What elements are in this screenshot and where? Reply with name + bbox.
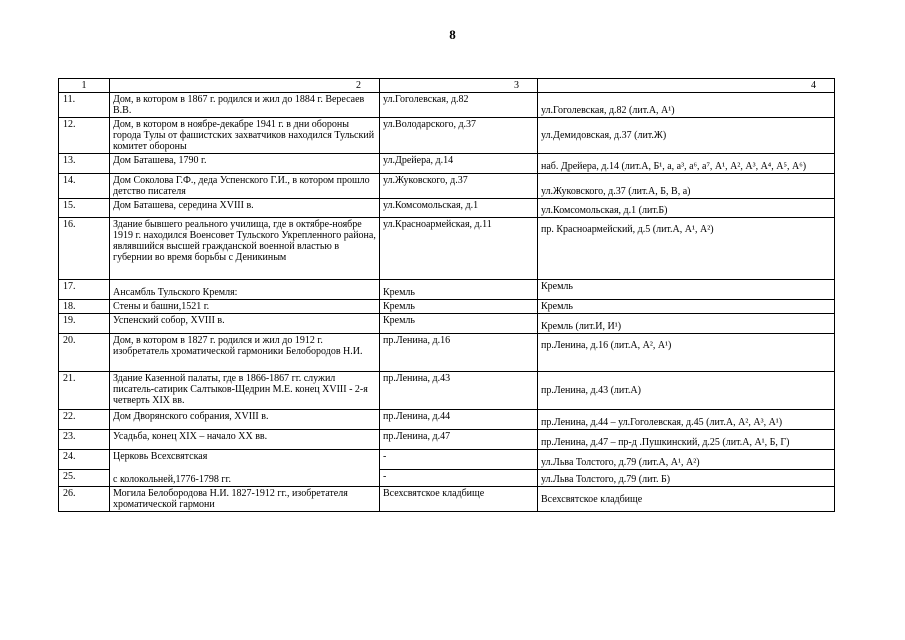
object-name: Успенский собор, XVIII в. [110, 314, 380, 334]
address-old: Кремль [380, 280, 538, 300]
column-header-1: 1 [59, 79, 110, 93]
address-old: ул.Гоголевская, д.82 [380, 93, 538, 118]
table-row [59, 372, 835, 410]
row-number: 13. [59, 154, 110, 174]
row-number: 14. [59, 174, 110, 199]
table-row [59, 300, 835, 314]
table-row [59, 334, 835, 372]
address-new: ул.Комсомольская, д.1 (лит.Б) [538, 199, 835, 218]
row-number: 15. [59, 199, 110, 218]
table-row [59, 118, 835, 154]
address-new: пр.Ленина, д.44 – ул.Гоголевская, д.45 (лит.А, А², А³, А¹) [538, 410, 835, 430]
row-number: 26. [59, 487, 110, 512]
row-number: 25. [59, 470, 110, 487]
table-row [59, 280, 835, 300]
object-name: Здание Казенной палаты, где в 1866-1867 гг. служил писатель-сатирик Салтыков-Щедрин М.Е. конец XVIII - 2-я четверть XIX вв. [110, 372, 380, 410]
table-row [59, 154, 835, 174]
address-old: ул.Комсомольская, д.1 [380, 199, 538, 218]
address-old: пр.Ленина, д.47 [380, 430, 538, 450]
address-old: пр.Ленина, д.43 [380, 372, 538, 410]
address-old: Всехсвятское кладбище [380, 487, 538, 512]
row-number: 24. [59, 450, 110, 470]
table-row [59, 487, 835, 512]
address-new: Кремль (лит.И, И¹) [538, 314, 835, 334]
address-new: пр.Ленина, д.43 (лит.А) [538, 372, 835, 410]
address-new: Кремль [538, 280, 835, 300]
table-row [59, 410, 835, 430]
address-old: ул.Красноармейская, д.11 [380, 218, 538, 280]
object-name: Дом, в котором в 1827 г. родился и жил до 1912 г. изобретатель хроматической гармоники Белобородов Н.И. [110, 334, 380, 372]
object-name: Стены и башни,1521 г. [110, 300, 380, 314]
address-old: ул.Дрейера, д.14 [380, 154, 538, 174]
row-number: 16. [59, 218, 110, 280]
address-old: ул.Володарского, д.37 [380, 118, 538, 154]
row-number: 19. [59, 314, 110, 334]
address-new: ул.Гоголевская, д.82 (лит.А, А¹) [538, 93, 835, 118]
row-number: 17. [59, 280, 110, 300]
address-old: пр.Ленина, д.44 [380, 410, 538, 430]
address-old: Кремль [380, 314, 538, 334]
object-name: Дом Баташева, 1790 г. [110, 154, 380, 174]
row-number: 18. [59, 300, 110, 314]
object-name: Дом Баташева, середина XVIII в. [110, 199, 380, 218]
address-new: ул.Льва Толстого, д.79 (лит.А, А¹, А²) [538, 450, 835, 470]
object-name: Здание бывшего реального училища, где в октябре-ноябре 1919 г. находился Военсовет Тульского Укрепленного района, являвшийся высшей гражданской военной властью в губернии во время борьбы с Деникиным [110, 218, 380, 280]
object-name: Усадьба, конец XIX – начало XX вв. [110, 430, 380, 450]
address-old: пр.Ленина, д.16 [380, 334, 538, 372]
table-row [59, 199, 835, 218]
monuments-table [58, 78, 835, 512]
address-new: ул.Льва Толстого, д.79 (лит. Б) [538, 470, 835, 487]
table-row [59, 450, 835, 470]
row-number: 21. [59, 372, 110, 410]
header-row [59, 79, 835, 93]
object-name: с колокольней,1776-1798 гг. [110, 470, 380, 487]
address-new: пр.Ленина, д.47 – пр-д .Пушкинский, д.25 (лит.А, А¹, Б, Г) [538, 430, 835, 450]
row-number: 20. [59, 334, 110, 372]
address-new: наб. Дрейера, д.14 (лит.А, Б¹, а, а³, а⁶, а⁷, А¹, А², А³, А⁴, А⁵, А⁶) [538, 154, 835, 174]
table-row [59, 430, 835, 450]
object-name: Дом, в котором в ноябре-декабре 1941 г. в дни обороны города Тулы от фашистских захватчиков находился Тульский комитет обороны [110, 118, 380, 154]
object-name: Дом, в котором в 1867 г. родился и жил до 1884 г. Вересаев В.В. [110, 93, 380, 118]
address-new: пр.Ленина, д.16 (лит.А, А², А¹) [538, 334, 835, 372]
table-row [59, 218, 835, 280]
object-name: Церковь Всехсвятская [110, 450, 380, 470]
row-number: 11. [59, 93, 110, 118]
object-name: Дом Соколова Г.Ф., деда Успенского Г.И., в котором прошло детство писателя [110, 174, 380, 199]
row-number: 12. [59, 118, 110, 154]
address-old: - [380, 450, 538, 470]
table-row [59, 470, 835, 487]
object-name: Дом Дворянского собрания, XVIII в. [110, 410, 380, 430]
address-old: ул.Жуковского, д.37 [380, 174, 538, 199]
address-new: Кремль [538, 300, 835, 314]
page-number: 8 [449, 27, 456, 42]
object-name: Могила Белобородова Н.И. 1827-1912 гг., изобретателя хроматической гармони [110, 487, 380, 512]
object-name: Ансамбль Тульского Кремля: [110, 280, 380, 300]
address-new: ул.Жуковского, д.37 (лит.А, Б, В, а) [538, 174, 835, 199]
address-new: ул.Демидовская, д.37 (лит.Ж) [538, 118, 835, 154]
column-header-4: 4 [538, 79, 835, 93]
address-old: - [380, 470, 538, 487]
table-row [59, 314, 835, 334]
column-header-2: 2 [110, 79, 380, 93]
address-old: Кремль [380, 300, 538, 314]
address-new: Всехсвятское кладбище [538, 487, 835, 512]
table-row [59, 174, 835, 199]
address-new: пр. Красноармейский, д.5 (лит.А, А¹, А²) [538, 218, 835, 280]
table-row [59, 93, 835, 118]
row-number: 23. [59, 430, 110, 450]
row-number: 22. [59, 410, 110, 430]
column-header-3: 3 [380, 79, 538, 93]
